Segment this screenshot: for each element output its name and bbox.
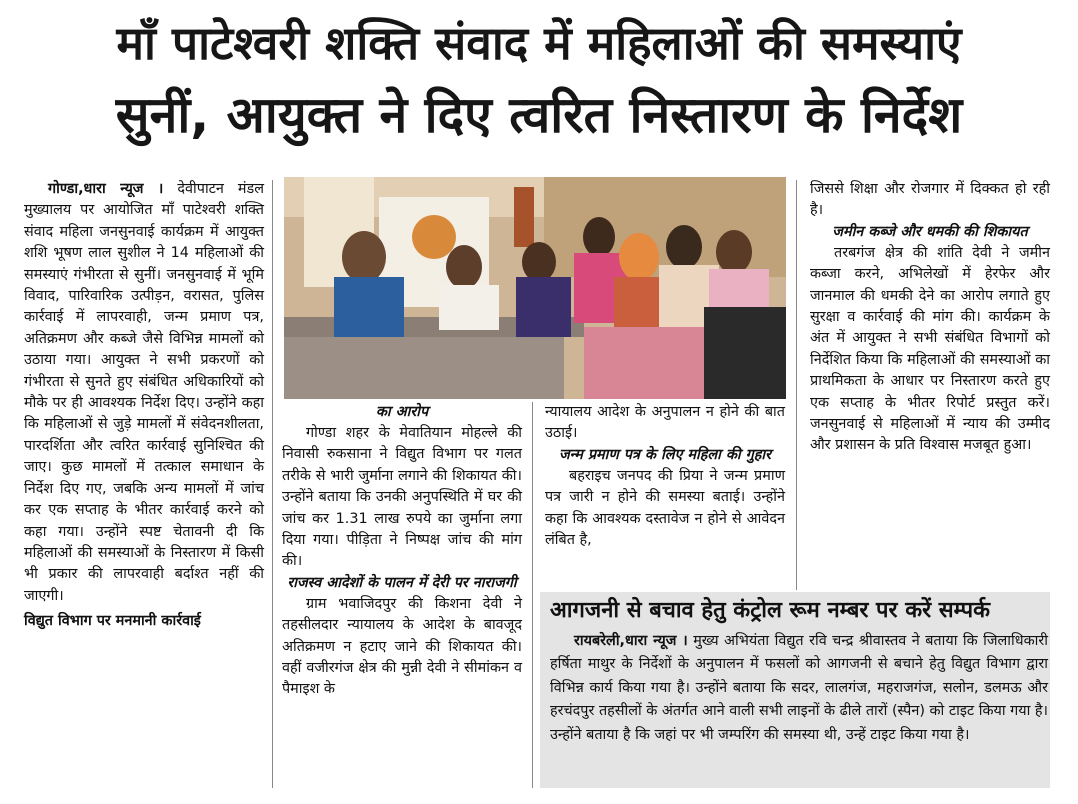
column-divider-2 (532, 402, 533, 788)
headline-line-2: सुनीं, आयुक्त ने दिए त्वरित निस्तारण के निर्देश (115, 86, 963, 144)
column-divider-3 (796, 180, 797, 590)
col2-heading-continued: का आरोप (375, 404, 429, 420)
col4-para-continued: जिससे शिक्षा और रोजगार में दिक्कत हो रही है। (810, 181, 1050, 219)
col1-bottom-heading: विद्युत विभाग पर मनमानी कार्रवाई (24, 613, 201, 630)
box-body-text: मुख्य अभियंता विद्युत रवि चन्द्र श्रीवास्तव ने बताया कि जिलाधिकारी हर्षिता माथुर के निर्देशों के अनुपालन में फसलों को आगजनी से बचाने हेतु विद्युत विभाग द्वारा विभिन्न कार्य किया गया है। उन्होंने बताया कि सदर, लालगंज, महराजगंज, सलोन, डलमऊ और हरचंदपुर तहसीलों के अंतर्गत आने वाली सभी लाइनों के ढीले तारों (स्पैन) को टाइट किया गया है। उन्होंने बताया है कि जहां पर भी जम्परिंग की समस्या थी, उन्हें टाइट किया गया है। (550, 633, 1049, 743)
column-2 (282, 402, 522, 701)
headline-line-1: माँ पाटेश्वरी शक्ति संवाद में महिलाओं की समस्याएं (116, 16, 962, 70)
col2-para1: गोण्डा शहर के मेवातियान मोहल्ले की निवासी रुकसाना ने विद्युत विभाग पर गलत तरीके से भारी जुर्माना लगाने की शिकायत की। उन्होंने बताया कि उनकी अनुपस्थिति में घर की जांच कर 1.31 लाख रुपये का जुर्माना लगा दिया गया। पीड़िता ने निष्पक्ष जांच की मांग की। (282, 425, 522, 570)
col3-subheading: जन्म प्रमाण पत्र के लिए महिला की गुहार (558, 446, 772, 463)
box-article-title: आगजनी से बचाव हेतु कंट्रोल रूम नम्बर पर करें सम्पर्क (550, 598, 991, 623)
col1-dateline: गोण्डा,धारा न्यूज । (48, 181, 164, 197)
photo-illustration (284, 177, 786, 399)
col4-subheading: जमीन कब्जे और धमकी की शिकायत (832, 223, 1028, 240)
col2-subheading: राजस्व आदेशों के पालन में देरी पर नाराजगी (287, 574, 517, 591)
box-article-body (550, 630, 1048, 747)
col3-para-continued: न्यायालय आदेश के अनुपालन न होने की बात उठाई। (545, 404, 785, 442)
col4-para1: तरबगंज क्षेत्र की शांति देवी ने जमीन कब्जा करने, अभिलेखों में हेरफेर और जानमाल की धमकी देने का आरोप लगाते हुए सुरक्षा व कार्रवाई की मांग की। कार्यक्रम के अंत में आयुक्त ने सभी संबंधित विभागों को निर्देशित किया कि महिलाओं की समस्याओं का प्राथमिकता के आधार पर निस्तारण करते हुए एक सप्ताह के भीतर रिपोर्ट प्रस्तुत करें। जनसुनवाई से महिलाओं में न्याय की उम्मीद और प्रशासन के प्रति विश्वास मजबूत हुआ। (810, 244, 1050, 454)
hearing-photo (284, 177, 786, 399)
col3-para1: बहराइच जनपद की प्रिया ने जन्म प्रमाण पत्र जारी न होने की समस्या बताई। उन्होंने कहा कि आवश्यक दस्तावेज न होने से आवेदन लंबित है, (545, 467, 785, 549)
col1-paragraph (24, 179, 264, 607)
column-divider-1 (272, 180, 273, 788)
col2-para2: ग्राम भवाजिदपुर की किशना देवी ने तहसीलदार न्यायालय के आदेश के बावजूद अतिक्रमण न हटाए जाने की शिकायत की। वहीं वजीरगंज क्षेत्र की मुन्नी देवी ने सीमांकन व पैमाइश के (282, 595, 522, 698)
column-1 (24, 179, 264, 633)
col1-para1: देवीपाटन मंडल मुख्यालय पर आयोजित माँ पाटेश्वरी शक्ति संवाद महिला जनसुनवाई कार्यक्रम में आयुक्त शशि भूषण लाल सुशील ने 14 महिलाओं की समस्याएं गंभीरता से सुनीं। जनसुनवाई में भूमि विवाद, पारिवारिक उत्पीड़न, वरासत, पुलिस कार्रवाई में लापरवाही, जन्म प्रमाण पत्र, अतिक्रमण और कब्जे जैसे विभिन्न मामलों को उठाया गया। आयुक्त ने सभी प्रकरणों को गंभीरता से सुनते हुए संबंधित अधिकारियों को मौके पर ही आवश्यक निर्देश दिए। उन्होंने कहा कि महिलाओं से जुड़े मामलों में संवेदनशीलता, पारदर्शिता और त्वरित कार्रवाई सुनिश्चित की जाए। कुछ मामलों में तत्काल समाधान के निर्देश दिए गए, जबकि अन्य मामलों में जांच कर एक सप्ताह के भीतर कार्रवाई करने को कहा गया। उन्होंने स्पष्ट चेतावनी दी कि महिलाओं की समस्याओं के निस्तारण में किसी भी प्रकार की लापरवाही बर्दाश्त नहीं की जाएगी। (24, 181, 264, 604)
column-4 (810, 179, 1050, 457)
column-3 (545, 402, 785, 551)
headline (0, 8, 1078, 152)
box-dateline: रायबरेली,धारा न्यूज । (574, 633, 688, 649)
